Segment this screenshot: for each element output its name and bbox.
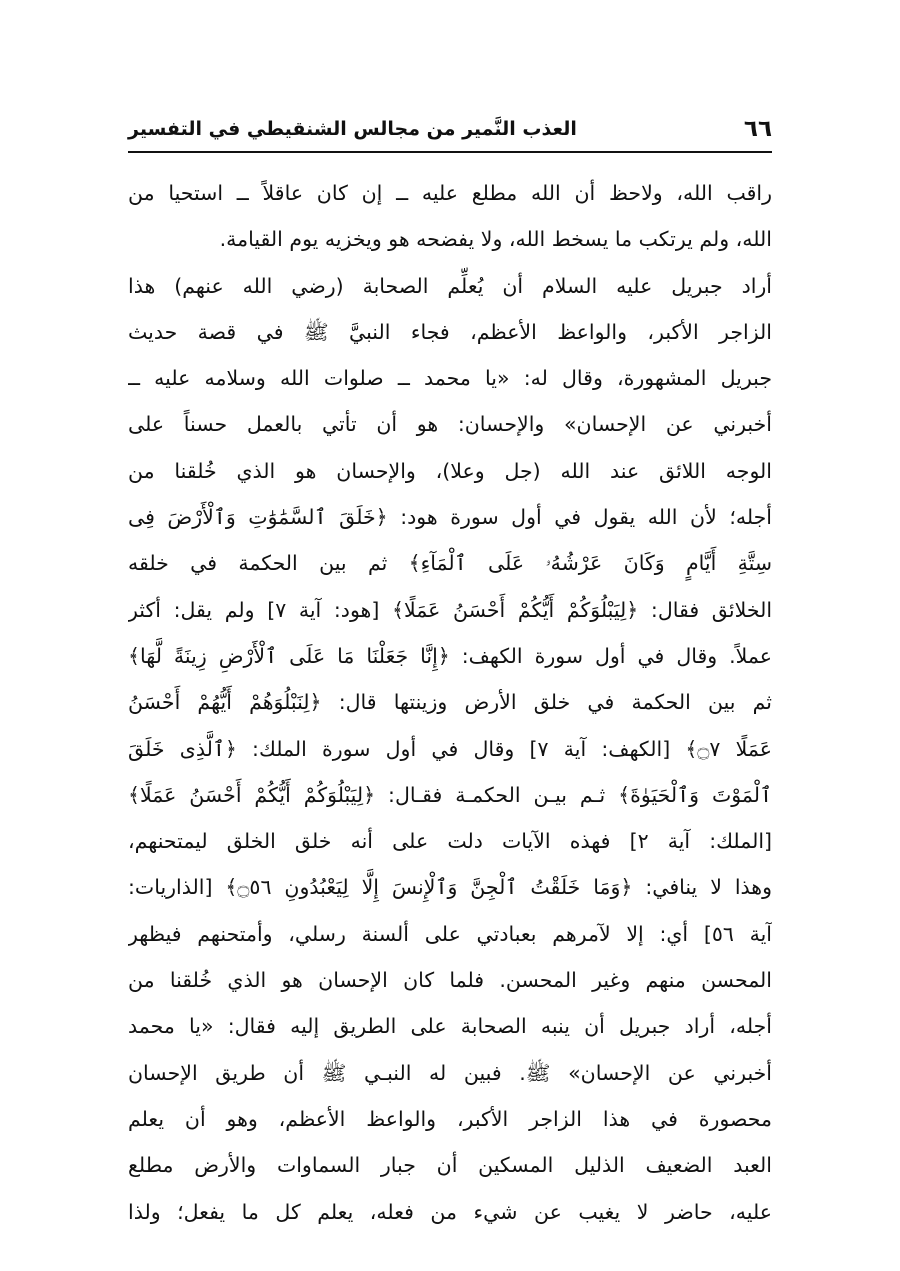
text-line: الله، ولم يرتكب ما يسخط الله، ولا يفضحه هو ويخزيه يوم القيامة.	[219, 227, 772, 252]
running-title: العذب النَّمير من مجالس الشنقيطي في التفسير	[128, 118, 577, 140]
text-line: أخبرني عن الإحسان» والإحسان: هو أن تأتي بالعمل حسناً على	[128, 412, 772, 437]
page-number: ٦٦	[743, 116, 772, 142]
text-line: عَمَلًا ۝٧﴾ [الكهف: آية ٧] وقال في أول سورة الملك: ﴿ٱلَّذِى خَلَقَ	[128, 736, 772, 761]
text-line: عليه، حاضر لا يغيب عن شيء من فعله، يعلم كل ما يفعل؛ ولذا	[128, 1199, 772, 1224]
text-line: الوجه اللائق عند الله (جل وعلا)، والإحسان هو الذي خُلقنا من	[128, 458, 772, 483]
text-line: أخبرني عن الإحسان» ﷺ. فبين له النبـي ﷺ أن طريق الإحسان	[128, 1060, 772, 1085]
text-line: راقب الله، ولاحظ أن الله مطلع عليه ــ إن كان عاقلاً ــ استحيا من	[128, 181, 772, 205]
text-line: أجله، أراد جبريل أن ينبه الصحابة على الطريق إليه فقال: «يا محمد	[128, 1014, 772, 1039]
text-line: عملاً. وقال في أول سورة الكهف: ﴿إِنَّا جَعَلْنَا مَا عَلَى ٱلْأَرْضِ زِينَةً لَّهَا﴾	[128, 643, 772, 668]
text-line: آية ٥٦] أي: إلا لآمرهم بعبادتي على ألسنة رسلي، وأمتحنهم فيظهر	[128, 921, 772, 946]
text-line: وهذا لا ينافي: ﴿وَمَا خَلَقْتُ ٱلْجِنَّ وَٱلْإِنسَ إِلَّا لِيَعْبُدُونِ ۝٥٦﴾ [الذاريات:	[128, 875, 772, 900]
text-line: أجله؛ لأن الله يقول في أول سورة هود: ﴿خَلَقَ ٱلسَّمَٰوَٰتِ وَٱلْأَرْضَ فِى	[128, 505, 772, 530]
text-line: ٱلْمَوْتَ وَٱلْحَيَوٰةَ﴾ ثـم بيـن الحكمـة فقـال: ﴿لِيَبْلُوَكُمْ أَيُّكُمْ أَحْسَنُ عَمَلًا﴾	[128, 782, 772, 807]
text-line: الزاجر الأكبر، والواعظ الأعظم، فجاء النبيَّ ﷺ في قصة حديث	[128, 319, 772, 344]
header-rule	[128, 151, 772, 153]
text-line: الخلائق فقال: ﴿لِيَبْلُوَكُمْ أَيُّكُمْ أَحْسَنُ عَمَلًا﴾ [هود: آية ٧] ولم يقل: أكثر	[128, 597, 772, 622]
text-line: المحسن منهم وغير المحسن. فلما كان الإحسان هو الذي خُلقنا من	[128, 968, 772, 993]
text-line: [الملك: آية ٢] فهذه الآيات دلت على أنه خلق الخلق ليمتحنهم،	[128, 829, 772, 854]
page-header	[128, 108, 772, 152]
text-line: أراد جبريل عليه السلام أن يُعلِّم الصحابة (رضي الله عنهم) هذا	[128, 273, 772, 298]
text-line: سِتَّةِ أَيَّامٍ وَكَانَ عَرْشُهُۥ عَلَى ٱلْمَآءِ﴾ ثم بين الحكمة في خلقه	[128, 551, 772, 576]
text-line: العبد الضعيف الذليل المسكين أن جبار السماوات والأرض مطلع	[128, 1153, 772, 1178]
text-line: ثم بين الحكمة في خلق الأرض وزينتها قال: ﴿لِنَبْلُوَهُمْ أَيُّهُمْ أَحْسَنُ	[128, 690, 772, 715]
text-line: محصورة في هذا الزاجر الأكبر، والواعظ الأعظم، وهو أن يعلم	[128, 1106, 772, 1131]
body-text	[128, 170, 772, 1235]
text-line: جبريل المشهورة، وقال له: «يا محمد ــ صلوات الله وسلامه عليه ــ	[128, 366, 772, 391]
